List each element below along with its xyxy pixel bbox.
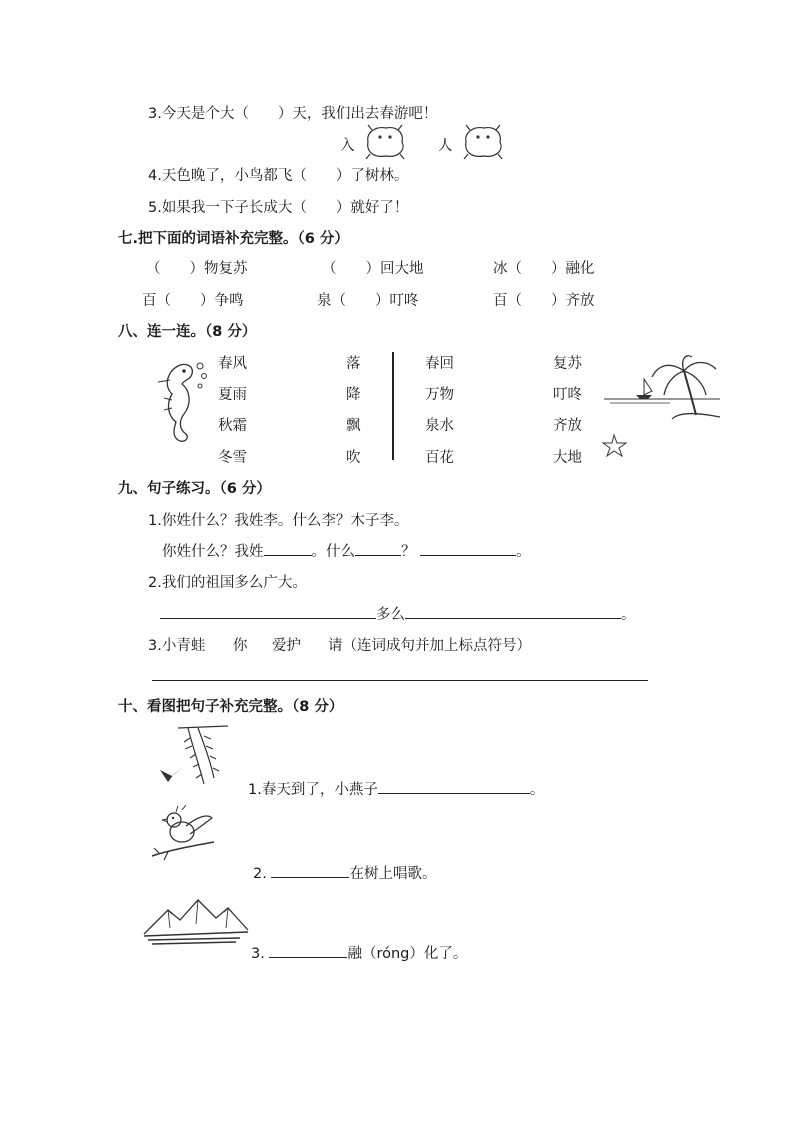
bird-on-branch-icon bbox=[146, 806, 218, 876]
q7-r2-c1: 百（ ）争鸣 bbox=[142, 293, 244, 309]
q8-right-word-3: 泉水 bbox=[425, 418, 454, 434]
q8-title: 八、连一连。（8 分） bbox=[118, 324, 257, 340]
q8-left-word-4: 冬雪 bbox=[218, 450, 247, 466]
seal-icon-1 bbox=[362, 122, 410, 162]
blank-what[interactable] bbox=[355, 541, 401, 556]
q8-left-word-3: 秋霜 bbox=[218, 418, 247, 434]
q8-left-verb-1: 落 bbox=[346, 356, 361, 372]
q9-s3-word-1: 你 bbox=[233, 638, 248, 654]
q9-s3-word-3: 请（连词成句并加上标点符号） bbox=[328, 638, 531, 654]
q10-sentence-2 bbox=[253, 862, 436, 883]
q10-sentence-3 bbox=[251, 942, 467, 963]
q7-title: 七.把下面的词语补充完整。（6 分） bbox=[118, 231, 349, 247]
option-char-ru: 入 bbox=[340, 138, 355, 154]
q9-s2-mid: 多么 bbox=[376, 607, 405, 623]
q9-sentence-2: 2.我们的祖国多么广大。 bbox=[148, 575, 307, 591]
q10-s1-end: 。 bbox=[529, 782, 545, 798]
q7-r2-c2: 泉（ ）叮咚 bbox=[317, 293, 419, 309]
q10-s3-end: 融（róng）化了。 bbox=[347, 946, 468, 962]
seahorse-icon bbox=[150, 360, 210, 446]
q8-right-word-1: 春回 bbox=[425, 356, 454, 372]
q9-fill-line-1 bbox=[162, 540, 531, 561]
q7-r1-c1: （ ）物复苏 bbox=[146, 261, 248, 277]
beach-palm-tree-icon bbox=[600, 355, 724, 460]
q9-s1-part-d: 。 bbox=[516, 544, 531, 560]
q8-left-word-1: 春风 bbox=[218, 356, 247, 372]
blank-bird[interactable] bbox=[271, 863, 349, 878]
q8-left-word-2: 夏雨 bbox=[218, 387, 247, 403]
q8-right-word-4: 百花 bbox=[425, 450, 454, 466]
q9-s1-part-a: 你姓什么？我姓 bbox=[162, 544, 264, 560]
q9-s1-part-c: ？ bbox=[401, 544, 416, 560]
blank-swallow[interactable] bbox=[378, 779, 530, 794]
q8-left-verb-3: 飘 bbox=[346, 418, 361, 434]
willow-swallow-icon bbox=[158, 724, 234, 788]
q8-right-word-2: 万物 bbox=[425, 387, 454, 403]
q7-r2-c3: 百（ ）齐放 bbox=[493, 293, 595, 309]
q10-title: 十、看图把句子补充完整。（8 分） bbox=[118, 699, 344, 715]
blank-answer[interactable] bbox=[420, 541, 516, 556]
q8-right-verb-2: 叮咚 bbox=[553, 387, 582, 403]
q9-title: 九、句子练习。（6 分） bbox=[118, 481, 271, 497]
q8-left-verb-4: 吹 bbox=[346, 450, 361, 466]
blank-snow[interactable] bbox=[269, 943, 347, 958]
blank-s3-answer-line[interactable] bbox=[152, 680, 648, 681]
q7-r1-c2: （ ）回大地 bbox=[322, 261, 424, 277]
q9-sentence-1: 1.你姓什么？我姓李。什么李？木子李。 bbox=[148, 513, 409, 529]
blank-s2-right[interactable] bbox=[405, 604, 621, 619]
q9-fill-line-2 bbox=[160, 603, 636, 624]
q6-item-3: 3.今天是个大（ ）天，我们出去春游吧！ bbox=[148, 106, 438, 122]
q9-s1-part-b: 。什么 bbox=[311, 544, 355, 560]
q10-s3-num: 3. bbox=[251, 946, 265, 962]
q7-r1-c3: 冰（ ）融化 bbox=[493, 261, 595, 277]
q6-item-5: 5.如果我一下子长成大（ ）就好了！ bbox=[148, 200, 409, 216]
q10-s2-end: 在树上唱歌。 bbox=[349, 866, 437, 882]
divider-line bbox=[392, 352, 394, 460]
q10-s1-text: 1.春天到了，小燕子 bbox=[248, 782, 378, 798]
q9-s3-num: 3.小青蛙 bbox=[148, 638, 206, 654]
option-char-ren: 人 bbox=[438, 138, 453, 154]
q8-right-verb-4: 大地 bbox=[553, 450, 582, 466]
q6-item-4: 4.天色晚了，小鸟都飞（ ）了树林。 bbox=[148, 168, 409, 184]
seal-icon-2 bbox=[460, 122, 508, 162]
q9-s2-end: 。 bbox=[621, 607, 636, 623]
q8-right-verb-3: 齐放 bbox=[553, 418, 582, 434]
blank-surname[interactable] bbox=[264, 541, 312, 556]
q8-right-verb-1: 复苏 bbox=[553, 356, 582, 372]
q9-s3-word-2: 爱护 bbox=[272, 638, 301, 654]
blank-s2-left[interactable] bbox=[160, 604, 376, 619]
q10-s2-num: 2. bbox=[253, 866, 267, 882]
q8-left-verb-2: 降 bbox=[346, 387, 361, 403]
snowy-mountains-icon bbox=[140, 894, 252, 950]
q10-sentence-1 bbox=[248, 778, 544, 799]
